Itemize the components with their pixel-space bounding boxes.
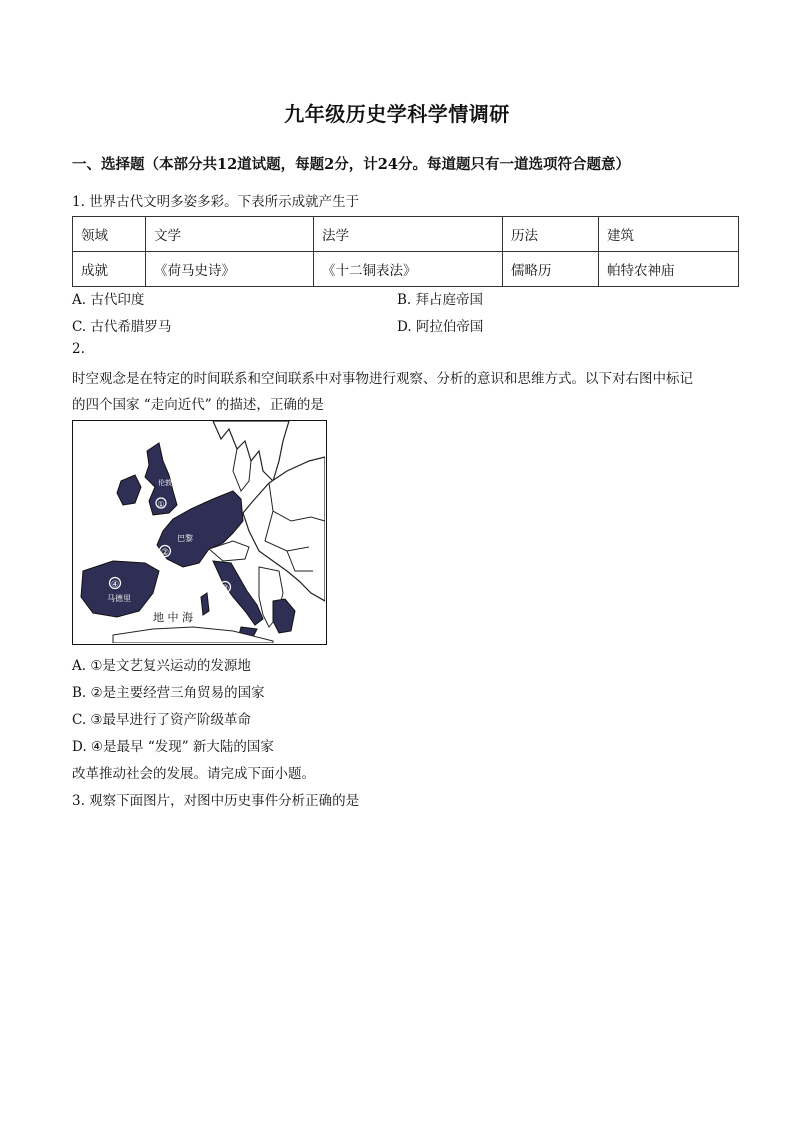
- table-row: [73, 252, 739, 287]
- question-2-stem-line2: 的四个国家 “走向近代” 的描述，正确的是: [72, 397, 324, 413]
- q2-option-b[interactable]: B. ②是主要经营三角贸易的国家: [72, 685, 265, 701]
- table-cell: 帕特农神庙: [599, 252, 739, 287]
- achievements-table: [72, 216, 739, 287]
- europe-map-graphic: [73, 421, 325, 643]
- question-3-stem: 3. 观察下面图片，对图中历史事件分析正确的是: [72, 793, 360, 809]
- map-marker-2: ②: [160, 548, 170, 558]
- table-cell: 《十二铜表法》: [314, 252, 503, 287]
- map-label-paris: 巴黎: [177, 534, 193, 543]
- section-intro: 改革推动社会的发展。请完成下面小题。: [72, 766, 315, 782]
- map-label-sea: 地 中 海: [153, 611, 193, 624]
- table-row: [73, 217, 739, 252]
- section-heading: 一、选择题（本部分共12道试题，每题2分，计24分。每道题只有一道选项符合题意）: [72, 156, 630, 173]
- table-cell: 历法: [503, 217, 599, 252]
- page-title: 九年级历史学科学情调研: [284, 102, 510, 126]
- map-label-madrid: 马德里: [107, 594, 131, 603]
- question-2-stem-line1: 时空观念是在特定的时间联系和空间联系中对事物进行观察、分析的意识和思维方式。以下对右图中标记: [72, 371, 693, 387]
- map-marker-1: ①: [157, 500, 165, 509]
- table-cell: 《荷马史诗》: [146, 252, 314, 287]
- table-cell: 儒略历: [503, 252, 599, 287]
- table-cell: 领域: [73, 217, 146, 252]
- q1-option-d[interactable]: D. 阿拉伯帝国: [397, 319, 484, 335]
- map-marker-3: ③: [220, 584, 230, 594]
- q2-option-d[interactable]: D. ④是最早 “发现” 新大陆的国家: [72, 739, 274, 755]
- table-cell: 成就: [73, 252, 146, 287]
- q2-option-c[interactable]: C. ③最早进行了资产阶级革命: [72, 712, 252, 728]
- map-label-london: 伦敦: [158, 479, 172, 487]
- question-1-stem: 1. 世界古代文明多姿多彩。下表所示成就产生于: [72, 194, 360, 210]
- q1-option-c[interactable]: C. 古代希腊罗马: [72, 319, 172, 335]
- table-cell: 法学: [314, 217, 503, 252]
- q1-option-b[interactable]: B. 拜占庭帝国: [397, 292, 484, 308]
- question-2-number: 2.: [72, 341, 85, 357]
- table-cell: 建筑: [599, 217, 739, 252]
- q1-option-a[interactable]: A. 古代印度: [72, 292, 145, 308]
- map-marker-4: ④: [110, 580, 120, 590]
- table-cell: 文学: [146, 217, 314, 252]
- europe-map: [72, 420, 327, 645]
- q2-option-a[interactable]: A. ①是文艺复兴运动的发源地: [72, 658, 251, 674]
